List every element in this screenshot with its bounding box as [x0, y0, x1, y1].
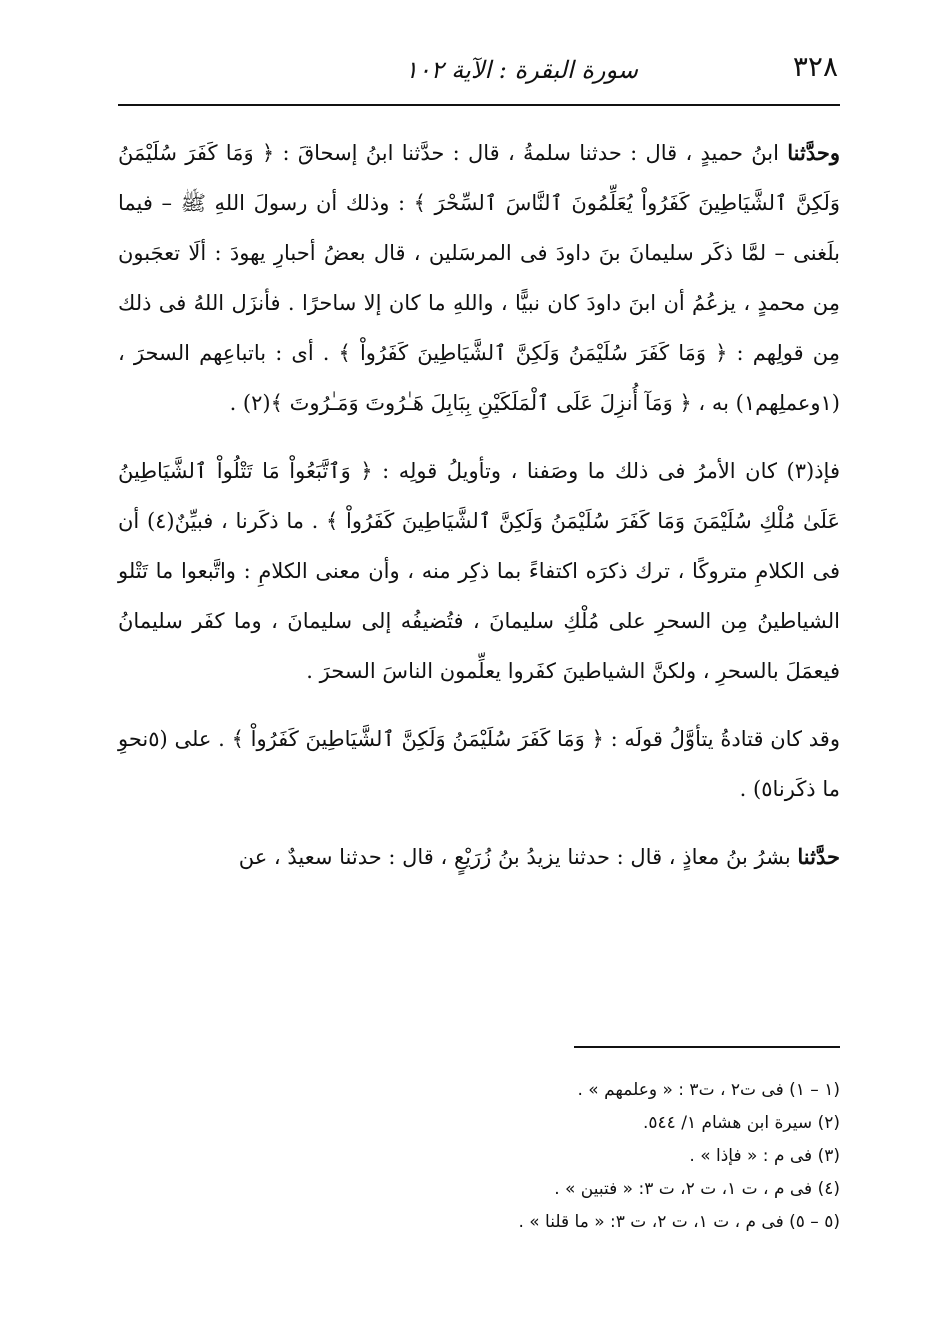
footnote-2: (٢) سيرة ابن هشام ١/ ٥٤٤.	[642, 1113, 840, 1133]
main-text	[118, 128, 840, 900]
footnotes	[118, 1074, 840, 1239]
footnote-4: (٤) فى م ، ت ١، ت ٢، ت ٣: « فتبين » .	[554, 1179, 840, 1199]
paragraph-3	[118, 714, 840, 814]
paragraph-2	[118, 446, 840, 696]
footnote-rule	[574, 1046, 840, 1048]
paragraph-text: فإذ(٣) كان الأمرُ فى ذلك ما وصَفنا ، وتأويلُ قولِه : ﴿ وَٱتَّبَعُواْ مَا تَتْلُواْ ٱلشَّيَاطِينُ عَلَىٰ مُلْكِ سُلَيْمَنَ وَمَا كَفَرَ سُلَيْمَنُ وَلَكِنَّ ٱلشَّيَاطِينَ كَفَرُواْ ﴾ . ما ذكَرنا ، فبيِّنٌ(٤) أن فى الكلامِ متروكًا ، ترك ذكرَه اكتفاءً بما ذكِر منه ، وأن معنى الكلامِ : واتَّبعوا ما تَتْلو الشياطينُ مِن السحرِ على مُلْكِ سليمانَ ، فتُضيفُه إلى سليمانَ ، وما كفَر سليمانُ فيعمَلَ بالسحرِ ، ولكنَّ الشياطينَ كفَروا يعلِّمون الناسَ السحرَ .	[118, 459, 840, 683]
paragraph-text: بشرُ بنُ معاذٍ ، قال : حدثنا يزيدُ بنُ زُرَيْعٍ ، قال : حدثنا سعيدٌ ، عن	[238, 845, 798, 869]
running-title: سورة البقرة : الآية ١٠٢	[404, 56, 638, 84]
footnote-1: (١ – ١) فى ت٢ ، ت٣ : « وعلمهم » .	[577, 1080, 840, 1100]
paragraph-lead: وحدَّثنا	[787, 140, 840, 165]
paragraph-4	[118, 832, 840, 882]
footnote-5: (٥ – ٥) فى م ، ت ١، ت ٢، ت ٣: « ما قلنا » .	[518, 1212, 840, 1232]
paragraph-text: ابنُ حميدٍ ، قال : حدثنا سلمةُ ، قال : حدَّثنا ابنُ إسحاقَ : ﴿ وَمَا كَفَرَ سُلَيْمَنُ وَلَكِنَّ ٱلشَّيَاطِينَ كَفَرُواْ يُعَلِّمُونَ ٱلنَّاسَ ٱلسِّحْرَ ﴾ : وذلك أن رسولَ اللهِ ﷺ – فيما بلَغنى – لمَّا ذكَر سليمانَ بنَ داودَ فى المرسَلين ، قال بعضُ أحبارِ يهودَ : ألَا تعجَبون مِن محمدٍ ، يزعُمُ أن ابنَ داودَ كان نبيًّا ، واللهِ ما كان إلا ساحرًا . فأنزَل اللهُ فى ذلك مِن قولِهم : ﴿ وَمَا كَفَرَ سُلَيْمَنُ وَلَكِنَّ ٱلشَّيَاطِينَ كَفَرُواْ ﴾ . أى : باتباعِهم السحرَ ، (١وعملِهم١) به ، ﴿ وَمَآ أُنزِلَ عَلَى ٱلْمَلَكَيْنِ بِبَابِلَ هَـٰرُوتَ وَمَـٰرُوتَ ﴾(٢) .	[118, 141, 840, 415]
footnote-3: (٣) فى م : « فإذا » .	[689, 1146, 840, 1166]
page-number: ٣٢٨	[792, 50, 838, 83]
paragraph-text: وقد كان قتادةُ يتأوَّلُ قولَه : ﴿ وَمَا كَفَرَ سُلَيْمَنُ وَلَكِنَّ ٱلشَّيَاطِينَ كَفَرُواْ ﴾ . على (٥نحوِ ما ذكَرنا٥) .	[118, 727, 840, 801]
paragraph-lead: حدَّثنا	[797, 844, 840, 869]
page-header	[118, 50, 838, 100]
header-rule	[118, 104, 840, 106]
paragraph-1	[118, 128, 840, 428]
